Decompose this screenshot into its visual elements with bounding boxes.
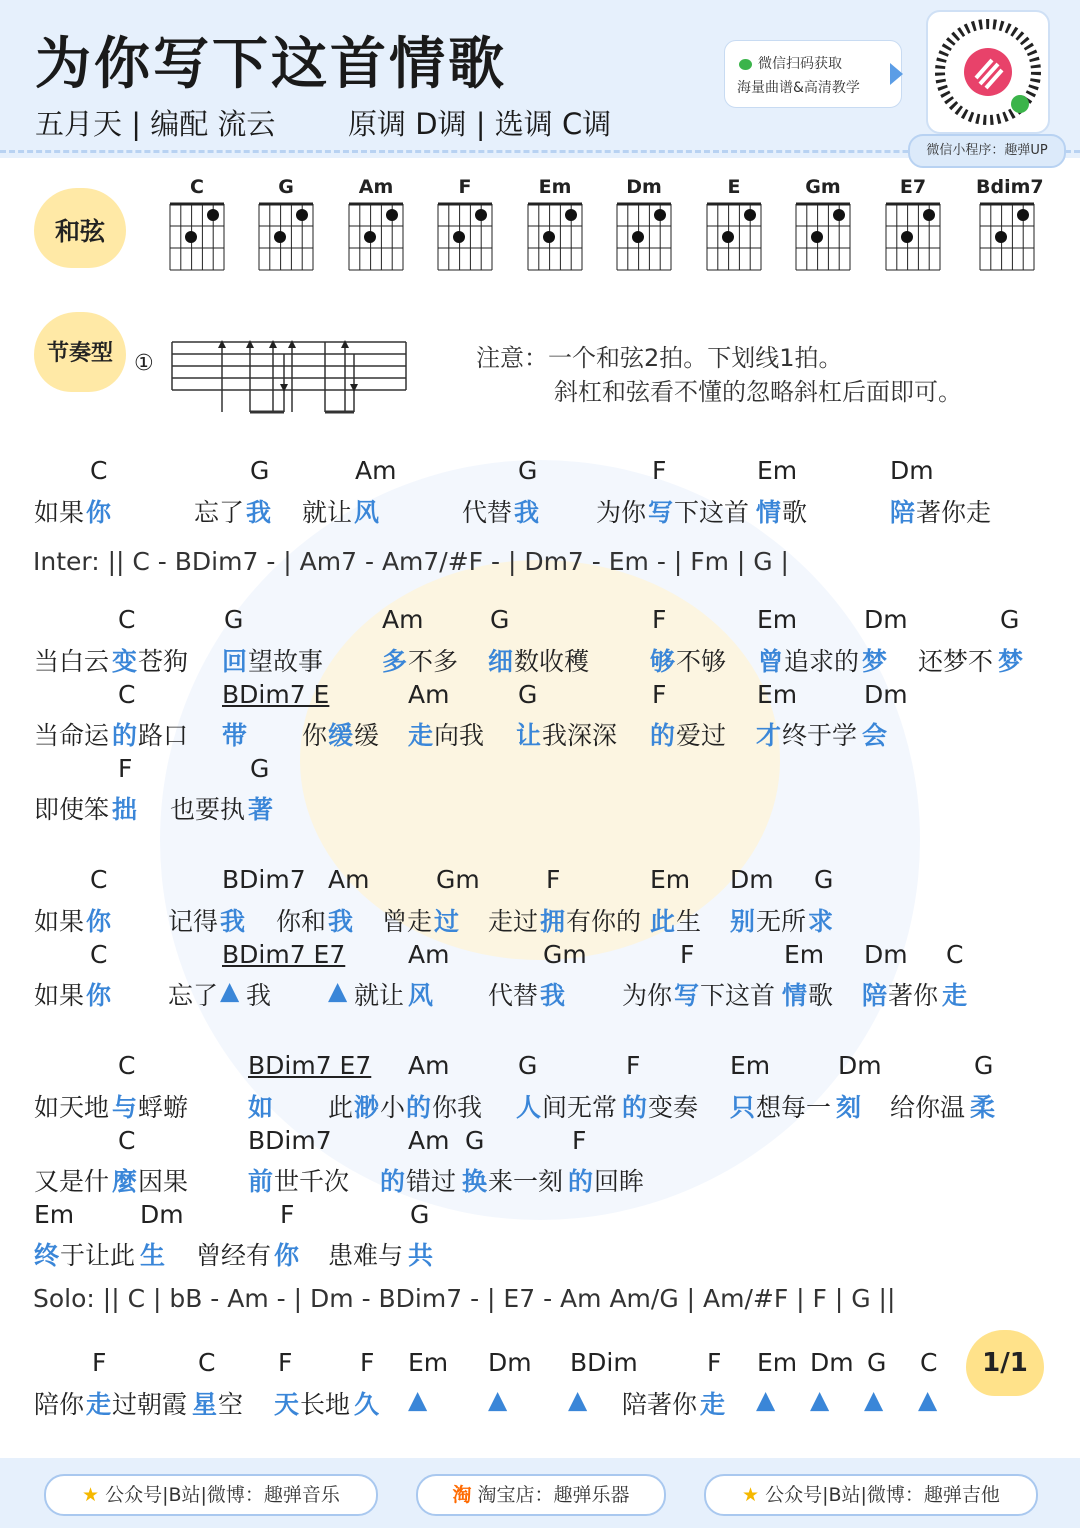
chord-label: G xyxy=(518,456,538,485)
chord-label: BDim7 E7 xyxy=(248,1051,372,1080)
lyric-text: 生 xyxy=(676,907,702,936)
chord-name: G xyxy=(278,176,294,198)
lyric-text: 走 xyxy=(942,981,968,1010)
chord-diagram xyxy=(255,176,317,276)
chord-label: Dm xyxy=(890,456,934,485)
chord-label: C xyxy=(946,940,964,969)
lyric-text: 间无常 xyxy=(542,1093,618,1122)
qr-caption: 微信小程序：趣弹UP xyxy=(908,134,1066,168)
chord-label: C xyxy=(90,456,108,485)
lyric-text: 你 xyxy=(86,981,112,1010)
lyric-text: 不多 xyxy=(408,647,459,676)
lyric-text: 梦 xyxy=(998,647,1024,676)
lyric-text: 你 xyxy=(86,907,112,936)
lyric-text: 曾 xyxy=(758,647,784,676)
lyric-text: 变 xyxy=(112,647,138,676)
lyric-text: 世千次 xyxy=(274,1167,350,1196)
chord-label: C xyxy=(118,605,136,634)
chords-badge: 和弦 xyxy=(34,188,126,268)
chord-label: F xyxy=(652,680,667,709)
chord-diagram xyxy=(703,176,765,276)
lyric-text: 陪著你 xyxy=(622,1390,698,1419)
chord-label: G xyxy=(974,1051,994,1080)
lyric-text: 小 xyxy=(380,1093,406,1122)
chevron-right-icon xyxy=(890,63,903,85)
chord-diagram xyxy=(434,176,496,276)
lyric-text: 情 xyxy=(782,981,808,1010)
chord-label: F xyxy=(280,1200,295,1229)
lyric-text: 的 xyxy=(112,721,138,750)
lyric-text: 变奏 xyxy=(648,1093,699,1122)
rhythm-badge: 节奏型 xyxy=(34,312,126,392)
chord-label: F xyxy=(707,1348,722,1377)
wechat-icon xyxy=(739,59,752,70)
lyric-text: 陪你 xyxy=(34,1390,85,1419)
lyric-text: 回眸 xyxy=(594,1167,645,1196)
chord-label: Em xyxy=(757,456,798,485)
note-line2: 斜杠和弦看不懂的忽略斜杠后面即可。 xyxy=(554,378,962,406)
lyric-text: 带 xyxy=(222,721,248,750)
lyric-text: 想每一 xyxy=(756,1093,832,1122)
lyric-text: 我 xyxy=(514,498,540,527)
lyric-text: 风 xyxy=(354,498,380,527)
lyric-text: 刻 xyxy=(836,1093,862,1122)
lyric-text: 代替 xyxy=(488,981,539,1010)
lyric-text: 终于学 xyxy=(782,721,858,750)
lyric-text: ▲ xyxy=(408,1385,428,1414)
lyric-text: 够 xyxy=(650,647,676,676)
lyric-text: 缓 xyxy=(354,721,380,750)
note-line1: 注意：一个和弦2拍。下划线1拍。 xyxy=(476,344,843,372)
lyric-text: 星 xyxy=(192,1390,218,1419)
lyric-text: 患难与 xyxy=(328,1241,404,1270)
lyric-text: 多 xyxy=(382,647,408,676)
lyric-text: 数收穫 xyxy=(514,647,590,676)
lyric-text: 又是什 xyxy=(34,1167,110,1196)
chord-label: Em xyxy=(757,605,798,634)
lyric-text: 陪 xyxy=(890,498,916,527)
lyric-text: 你我 xyxy=(432,1093,483,1122)
lyric-text: 过 xyxy=(434,907,460,936)
chord-diagram xyxy=(792,176,854,276)
lyric-text: 我 xyxy=(540,981,566,1010)
chord-label: G xyxy=(250,754,270,783)
footer-link-guitar[interactable]: ★ 公众号|B站|微博：趣弹吉他 xyxy=(704,1474,1038,1516)
lyric-text: 的 xyxy=(380,1167,406,1196)
lyric-text: ▲ xyxy=(756,1385,776,1414)
lyric-text: 不够 xyxy=(676,647,727,676)
chord-label: G xyxy=(518,1051,538,1080)
lyric-text: 我 xyxy=(246,498,272,527)
lyric-text: 此 xyxy=(328,1093,354,1122)
lyric-text: 我深深 xyxy=(542,721,618,750)
chord-label: Em xyxy=(784,940,825,969)
chord-label: C xyxy=(920,1348,938,1377)
lyric-text: ▲ xyxy=(810,1385,830,1414)
lyric-text: ▲ xyxy=(864,1385,884,1414)
lyric-text: 如果 xyxy=(34,981,85,1010)
lyric-text: 长地 xyxy=(300,1390,351,1419)
chord-name: Gm xyxy=(805,176,841,198)
lyric-text: 就让 xyxy=(302,498,353,527)
chord-label: Dm xyxy=(864,680,908,709)
chord-label: Am xyxy=(408,940,450,969)
lyric-text: 终 xyxy=(34,1241,60,1270)
lyric-text: 你 xyxy=(302,721,328,750)
lyric-text: 梦 xyxy=(862,647,888,676)
chord-label: F xyxy=(360,1348,375,1377)
chord-label: Am xyxy=(408,1051,450,1080)
lyric-text: ▲ xyxy=(918,1385,938,1414)
chord-label: Am xyxy=(355,456,397,485)
lyric-text: 如天地 xyxy=(34,1093,110,1122)
lyric-text: 才 xyxy=(756,721,782,750)
chord-label: Em xyxy=(408,1348,449,1377)
lyric-text: 走 xyxy=(408,721,434,750)
footer-link-music[interactable]: ★ 公众号|B站|微博：趣弹音乐 xyxy=(44,1474,378,1516)
lyric-text: 写 xyxy=(648,498,674,527)
lyric-text: ▲ xyxy=(488,1385,508,1414)
lyric-text: 天 xyxy=(274,1390,300,1419)
lyric-text: 就让 xyxy=(354,981,405,1010)
star-icon: ★ xyxy=(82,1484,100,1506)
lyric-text: 久 xyxy=(354,1390,380,1419)
chord-label: F xyxy=(652,456,667,485)
lyric-text: 会 xyxy=(862,721,888,750)
lyric-text: ▲ xyxy=(328,976,348,1005)
lyric-text: 也要执 xyxy=(170,795,246,824)
lyric-text: 情 xyxy=(756,498,782,527)
lyric-text: 我 xyxy=(220,907,246,936)
lyric-text: 陪 xyxy=(862,981,888,1010)
lyric-text: 苍狗 xyxy=(138,647,189,676)
rhythm-number: ① xyxy=(134,351,154,376)
lyric-text: 柔 xyxy=(970,1093,996,1122)
chord-name: F xyxy=(458,176,472,198)
lyric-text: 走 xyxy=(700,1390,726,1419)
chord-label: G xyxy=(410,1200,430,1229)
chord-label: Dm xyxy=(488,1348,532,1377)
lyric-text: 风 xyxy=(408,981,434,1010)
lyric-text: 写 xyxy=(674,981,700,1010)
inter-line: Inter: || C - BDim7 - | Am7 - Am7/#F - | Dm7 - Em - | Fm | G | xyxy=(33,547,789,576)
lyric-text: 走过 xyxy=(488,907,539,936)
song-subtitle-right: 原调 D调 | 选调 C调 xyxy=(348,107,612,141)
chord-label: G xyxy=(490,605,510,634)
page-badge: 1/1 xyxy=(966,1330,1044,1396)
chord-diagram xyxy=(976,176,1044,276)
chord-label: G xyxy=(250,456,270,485)
rhythm-staff xyxy=(170,334,410,416)
chord-name: C xyxy=(190,176,204,198)
footer-link-shop[interactable]: 淘 淘宝店：趣弹乐器 xyxy=(416,1474,666,1516)
chord-label: Em xyxy=(757,1348,798,1377)
lyric-text: 共 xyxy=(408,1241,434,1270)
lyric-text: 给你温 xyxy=(890,1093,966,1122)
chord-label: C xyxy=(198,1348,216,1377)
lyric-text: 我 xyxy=(246,981,272,1010)
lyric-text: 记得 xyxy=(168,907,219,936)
lyric-text: 望故事 xyxy=(248,647,324,676)
lyric-text: 当白云 xyxy=(34,647,110,676)
lyric-text: ▲ xyxy=(220,976,240,1005)
lyric-text: 的 xyxy=(650,721,676,750)
lyric-text: 还梦不 xyxy=(918,647,994,676)
chord-label: Dm xyxy=(864,940,908,969)
lyric-text: 当命运 xyxy=(34,721,110,750)
qr-code-icon xyxy=(928,12,1048,132)
lyric-text: 无所 xyxy=(756,907,807,936)
lyric-text: 有你的 xyxy=(566,907,642,936)
solo-line: Solo: || C | bB - Am - | Dm - BDim7 - | E7 - Am Am/G | Am/#F | F | G || xyxy=(33,1284,896,1313)
lyric-text: 如果 xyxy=(34,498,85,527)
lyric-text: 你和 xyxy=(276,907,327,936)
chord-label: BDim7 E7 xyxy=(222,940,346,969)
lyric-text: 忘了 xyxy=(168,981,219,1010)
lyric-text: ▲ xyxy=(568,1385,588,1414)
chord-label: G xyxy=(867,1348,887,1377)
chord-label: Am xyxy=(408,680,450,709)
chord-name: E xyxy=(727,176,741,198)
chord-label: Gm xyxy=(436,865,480,894)
chord-diagram xyxy=(882,176,944,276)
chord-label: G xyxy=(465,1126,485,1155)
chord-label: G xyxy=(1000,605,1020,634)
taobao-icon: 淘 xyxy=(452,1484,472,1506)
lyric-text: 忘了 xyxy=(194,498,245,527)
lyric-text: 向我 xyxy=(434,721,485,750)
lyric-text: 歌 xyxy=(808,981,834,1010)
song-subtitle-left: 五月天 | 编配 流云 xyxy=(35,107,276,141)
chord-label: Em xyxy=(34,1200,75,1229)
lyric-text: 拥 xyxy=(540,907,566,936)
chord-label: Em xyxy=(650,865,691,894)
lyric-text: 与 xyxy=(112,1093,138,1122)
chord-name: Em xyxy=(538,176,572,198)
chord-label: F xyxy=(278,1348,293,1377)
promo-line1: 微信扫码获取 xyxy=(758,56,842,72)
lyric-text: 如 xyxy=(248,1093,274,1122)
chord-diagram xyxy=(166,176,228,276)
lyric-text: 空 xyxy=(218,1390,244,1419)
chord-label: F xyxy=(680,940,695,969)
chord-label: Dm xyxy=(864,605,908,634)
lyric-text: 代替 xyxy=(462,498,513,527)
lyric-text: 著你走 xyxy=(916,498,992,527)
lyric-text: 因果 xyxy=(138,1167,189,1196)
lyric-text: 前 xyxy=(248,1167,274,1196)
lyric-text: 下这首 xyxy=(674,498,750,527)
lyric-text: 蜉蝣 xyxy=(138,1093,189,1122)
chord-label: Em xyxy=(757,680,798,709)
chord-label: F xyxy=(92,1348,107,1377)
lyric-text: 爱过 xyxy=(676,721,727,750)
chord-label: F xyxy=(572,1126,587,1155)
chord-label: F xyxy=(546,865,561,894)
lyric-text: 人 xyxy=(516,1093,542,1122)
chord-label: Em xyxy=(730,1051,771,1080)
chord-label: C xyxy=(90,865,108,894)
lyric-text: 著你 xyxy=(888,981,939,1010)
lyric-text: 的 xyxy=(622,1093,648,1122)
chord-name: Bdim7 xyxy=(976,176,1044,198)
chord-label: BDim7 xyxy=(222,865,306,894)
lyric-text: 下这首 xyxy=(700,981,776,1010)
lyric-text: 于让此 xyxy=(60,1241,136,1270)
chord-label: BDim7 E xyxy=(222,680,330,709)
lyric-text: 为你 xyxy=(596,498,647,527)
lyric-text: 换 xyxy=(462,1167,488,1196)
star-icon: ★ xyxy=(742,1484,760,1506)
lyric-text: 细 xyxy=(488,647,514,676)
chord-label: Am xyxy=(408,1126,450,1155)
lyric-text: 回 xyxy=(222,647,248,676)
lyric-text: 追求的 xyxy=(784,647,860,676)
chord-name: Am xyxy=(358,176,394,198)
lyric-text: 麼 xyxy=(112,1167,138,1196)
lyric-text: 过朝霞 xyxy=(112,1390,188,1419)
lyric-text: 求 xyxy=(808,907,834,936)
watermark-inner xyxy=(300,560,780,960)
chord-label: Dm xyxy=(838,1051,882,1080)
lyric-text: 缓 xyxy=(328,721,354,750)
lyric-text: 著 xyxy=(248,795,274,824)
chord-diagram xyxy=(345,176,407,276)
lyric-text: 你 xyxy=(274,1241,300,1270)
chord-diagram xyxy=(613,176,675,276)
lyric-text: 为你 xyxy=(622,981,673,1010)
chord-label: C xyxy=(118,1051,136,1080)
lyric-text: 曾经有 xyxy=(196,1241,272,1270)
lyric-text: 的 xyxy=(406,1093,432,1122)
lyric-text: 我 xyxy=(328,907,354,936)
lyric-text: 如果 xyxy=(34,907,85,936)
lyric-text: 生 xyxy=(140,1241,166,1270)
chord-name: Dm xyxy=(626,176,662,198)
chord-label: Dm xyxy=(810,1348,854,1377)
lyric-text: 的 xyxy=(568,1167,594,1196)
promo-card[interactable] xyxy=(724,40,902,108)
lyric-text: 拙 xyxy=(112,795,138,824)
chord-diagram xyxy=(524,176,586,276)
lyric-text: 曾走 xyxy=(382,907,433,936)
chord-label: C xyxy=(90,940,108,969)
lyric-text: 来一刻 xyxy=(488,1167,564,1196)
chord-label: Gm xyxy=(543,940,587,969)
lyric-text: 歌 xyxy=(782,498,808,527)
chord-label: BDim7 xyxy=(248,1126,332,1155)
chord-label: Am xyxy=(382,605,424,634)
chord-label: F xyxy=(118,754,133,783)
lyric-text: 走 xyxy=(86,1390,112,1419)
lyric-text: 路口 xyxy=(138,721,189,750)
promo-line2: 海量曲谱&高清教学 xyxy=(737,80,860,96)
lyric-text: 此 xyxy=(650,907,676,936)
chord-label: C xyxy=(118,1126,136,1155)
chord-label: G xyxy=(518,680,538,709)
qr-code[interactable] xyxy=(926,10,1050,134)
lyric-text: 错过 xyxy=(406,1167,457,1196)
chord-label: F xyxy=(626,1051,641,1080)
lyric-text: 让 xyxy=(516,721,542,750)
chord-label: G xyxy=(224,605,244,634)
chord-label: Dm xyxy=(730,865,774,894)
chord-label: Dm xyxy=(140,1200,184,1229)
lyric-text: 别 xyxy=(730,907,756,936)
chord-label: BDim xyxy=(570,1348,638,1377)
chord-name: E7 xyxy=(899,176,927,198)
song-title: 为你写下这首情歌 xyxy=(35,32,507,97)
chord-label: Am xyxy=(328,865,370,894)
lyric-text: 渺 xyxy=(354,1093,380,1122)
chord-label: C xyxy=(118,680,136,709)
chord-label: G xyxy=(814,865,834,894)
lyric-text: 即使笨 xyxy=(34,795,110,824)
chord-label: F xyxy=(652,605,667,634)
lyric-text: 你 xyxy=(86,498,112,527)
lyric-text: 只 xyxy=(730,1093,756,1122)
